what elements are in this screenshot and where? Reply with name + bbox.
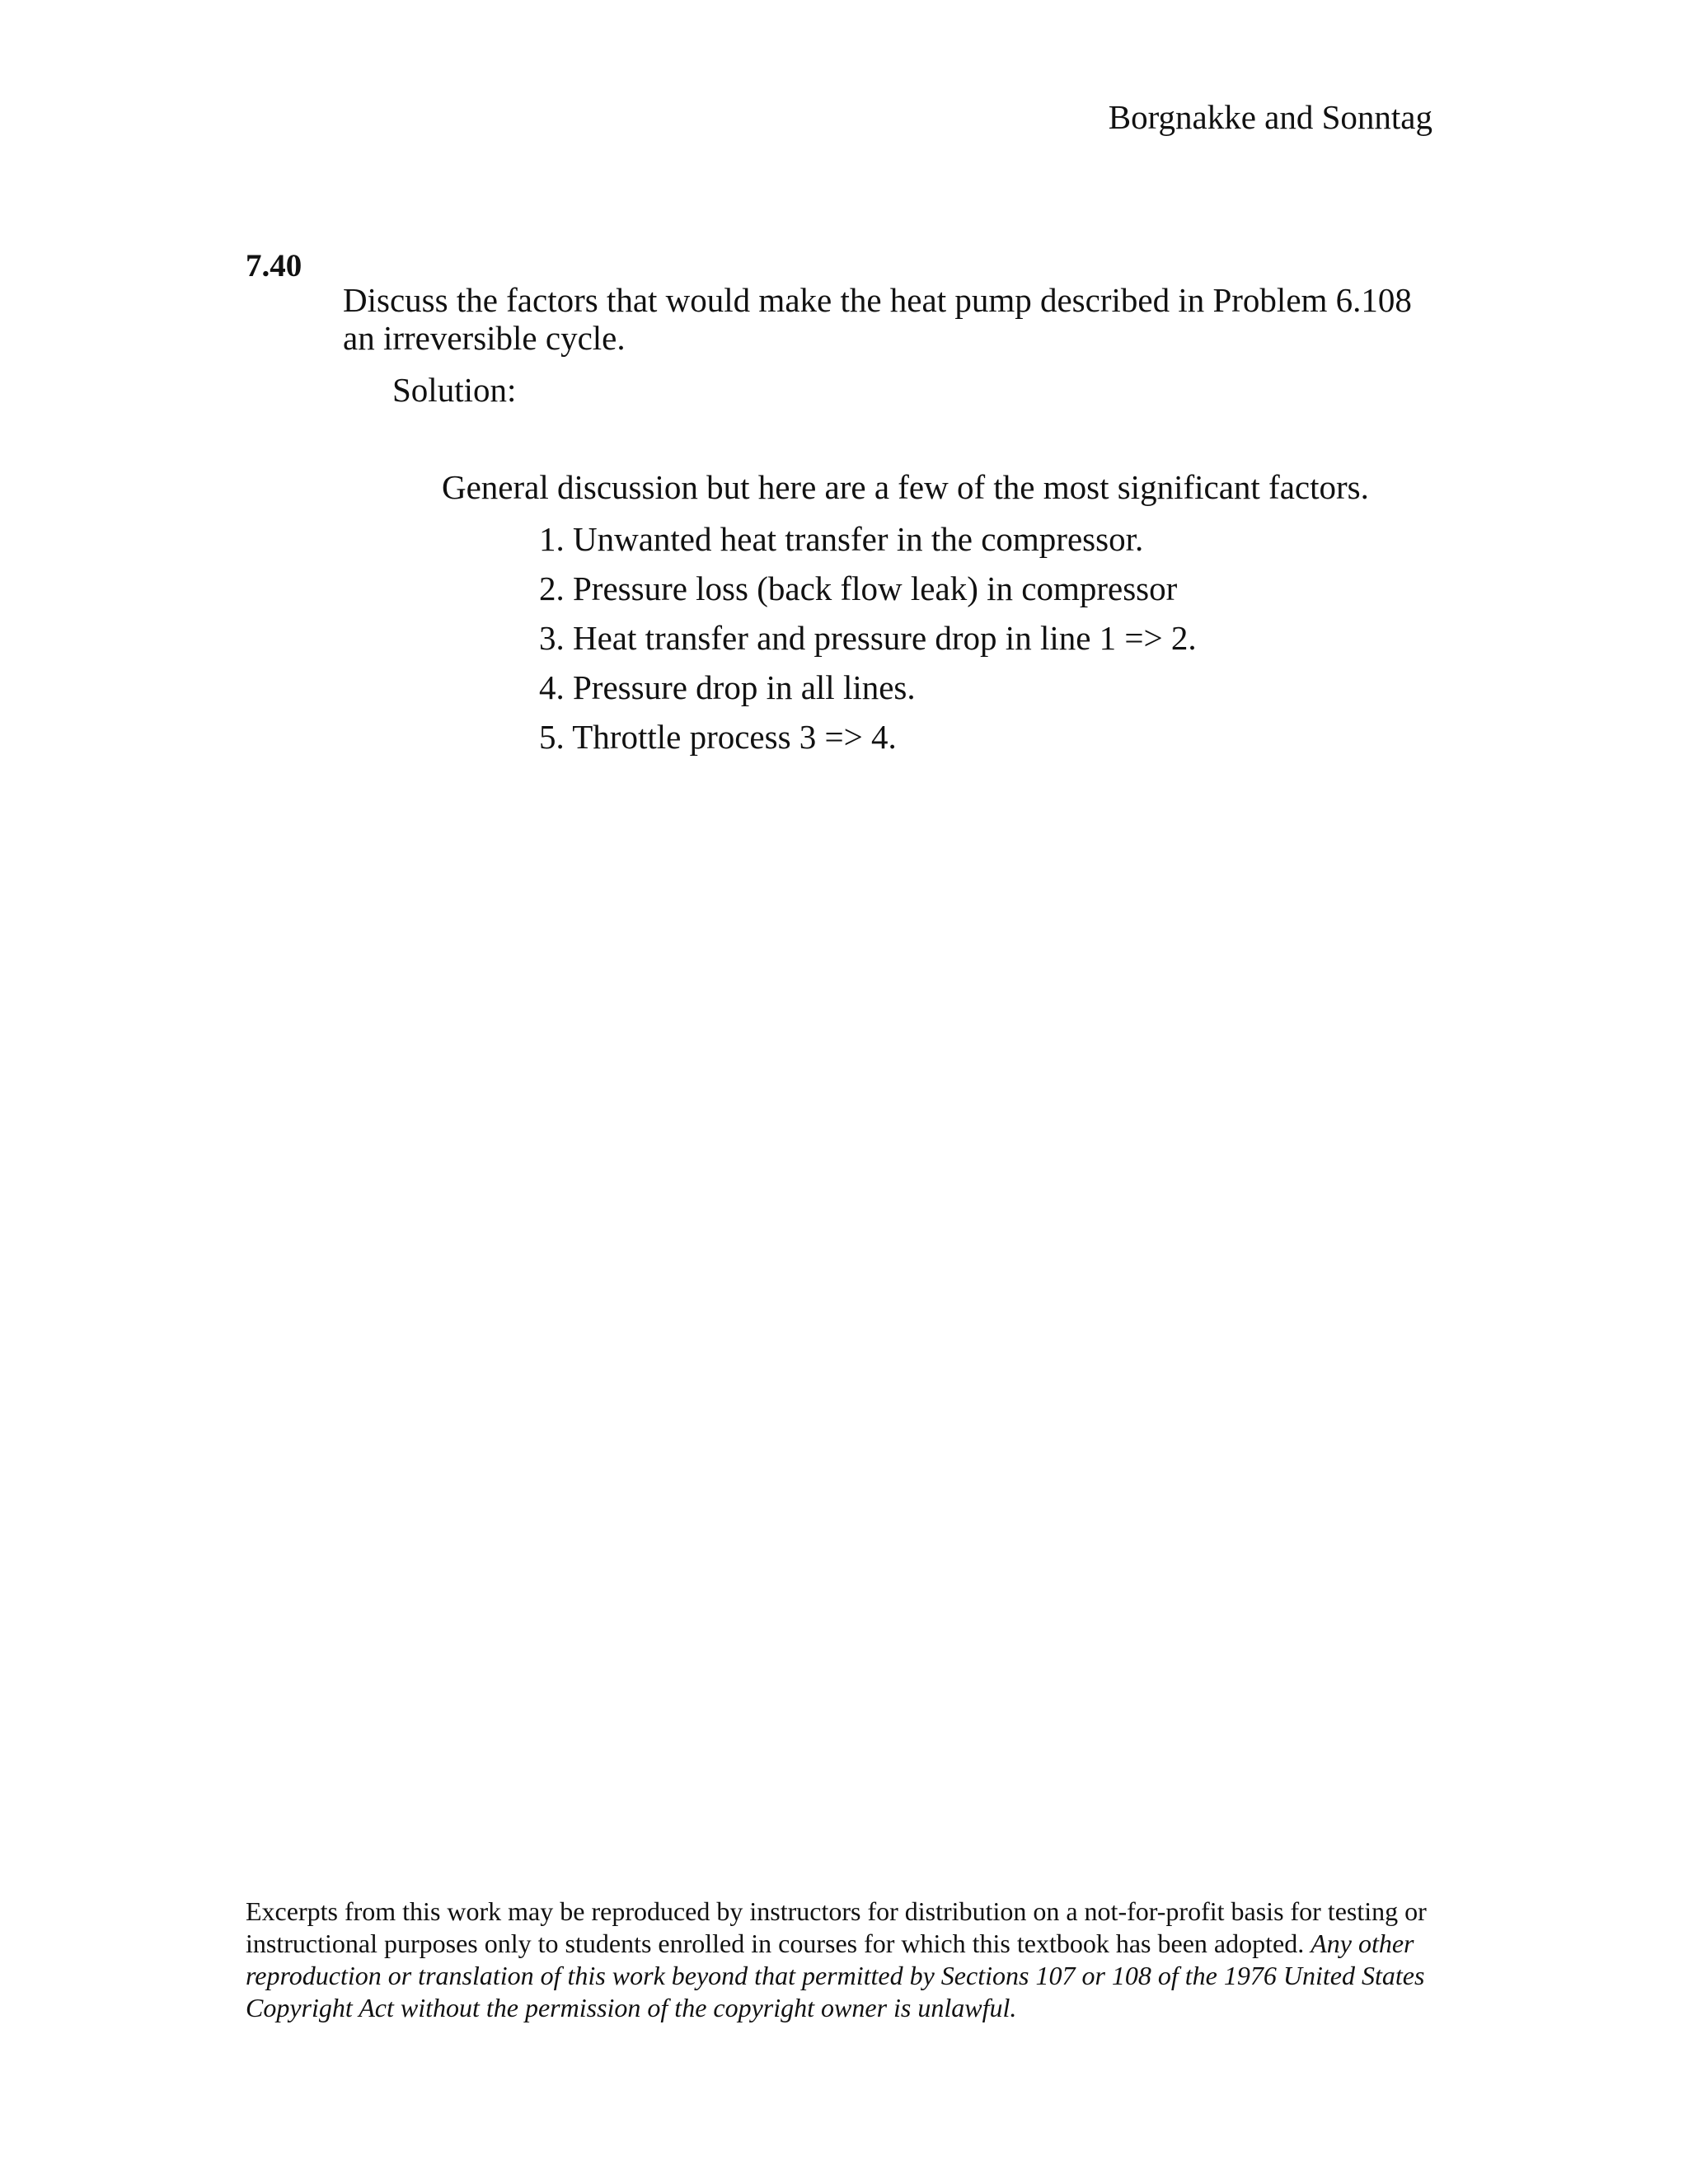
solution-label: Solution: [392,371,517,409]
copyright-normal-text: Excerpts from this work may be reproduced by instructors for distribution on a not-for-profit basis for testing or instructional purposes only to students enrolled in courses for which this textbook has been adopted. [246,1896,1427,1958]
problem-number: 7.40 [246,248,302,284]
factor-list [539,514,1197,762]
copyright-notice [246,1896,1449,2024]
copyright-italic-text: Any other reproduction or translation of this work beyond that permitted by Sections 107 or 108 of the 1976 United States Copyright Act without the permission of the copyright owner is unlawful. [246,1929,1425,2022]
factor-item: 2. Pressure loss (back flow leak) in compressor [539,569,1178,607]
factor-item: 4. Pressure drop in all lines. [539,668,916,706]
factor-item: 1. Unwanted heat transfer in the compressor. [539,520,1144,558]
header-author: Borgnakke and Sonntag [1108,98,1432,136]
solution-intro: General discussion but here are a few of the most significant factors. [442,468,1369,506]
factor-item: 5. Throttle process 3 => 4. [539,718,897,756]
problem-question: Discuss the factors that would make the heat pump described in Problem 6.108 an irreversible cycle. [343,281,1412,357]
factor-item: 3. Heat transfer and pressure drop in line 1 => 2. [539,619,1197,657]
